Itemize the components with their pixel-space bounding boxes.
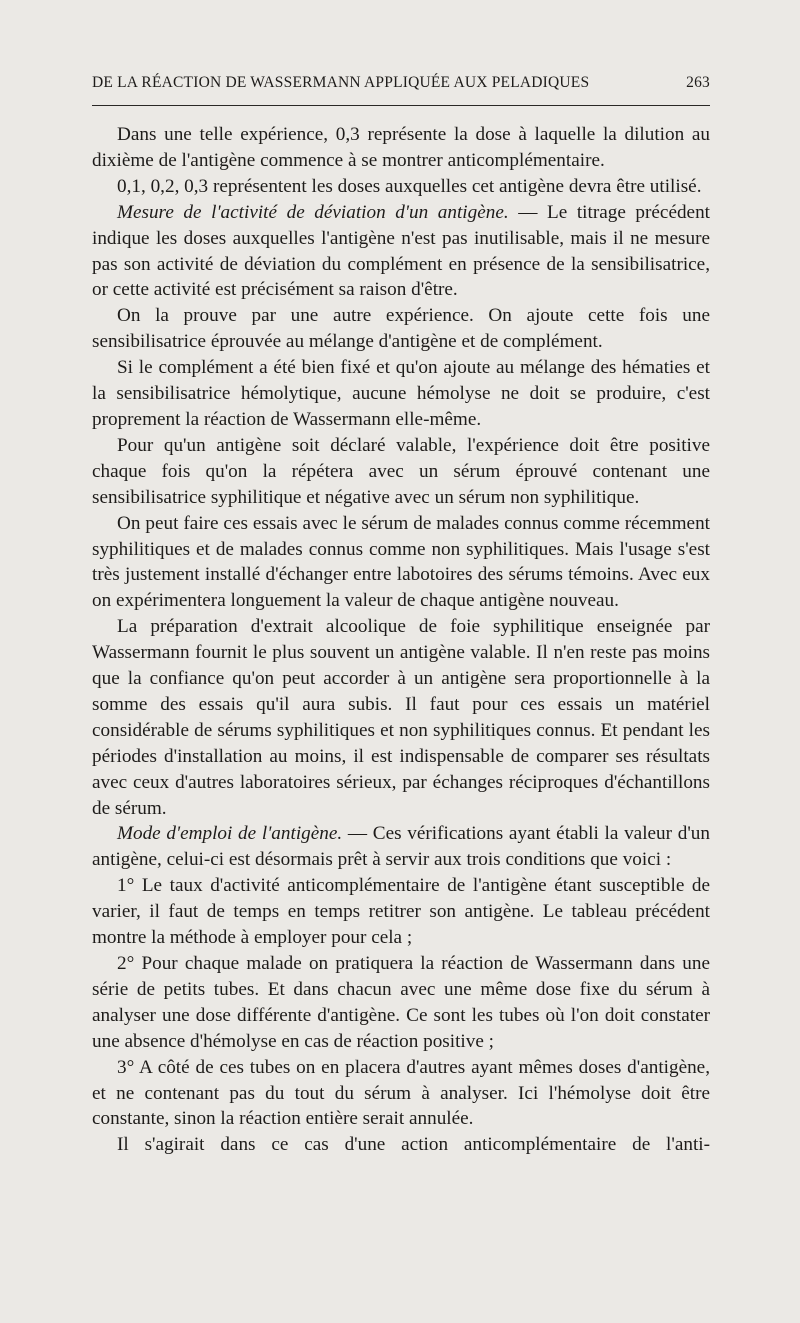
paragraph: On peut faire ces essais avec le sérum de malades connus comme récemment syphilitiques et de malades connus comme non syphilitiques. Mais l'usage s'est très justement installé d'échanger entre labotoires des sérums témoins. Avec eux on expérimentera longuement la valeur de chaque antigène nouveau.: [92, 512, 710, 612]
paragraph: 2° Pour chaque malade on pratiquera la réaction de Wassermann dans une série de petits tubes. Et dans chacun avec une même dose fixe du sérum à analyser une dose différente d'antigène. Ce sont les tubes où l'on doit constater une absence d'hémolyse en cas de réaction positive ;: [92, 953, 710, 1052]
header-rule: [92, 105, 710, 106]
paragraph: Dans une telle expérience, 0,3 représente la dose à laquelle la dilution au dixième de l'antigène commence à se montrer anticomplémentaire.: [92, 124, 710, 171]
paragraph: La préparation d'extrait alcoolique de foie syphilitique enseignée par Wassermann fournit le plus souvent un antigène valable. Il n'en reste pas moins que la confiance qu'on peut accorder à un antigène sera proportionnelle à la somme des essais qu'il aura subis. Il faut pour ces essais un matériel considérable de sérums syphilitiques et non syphilitiques connus. Et pendant les périodes d'installation au moins, il est indispensable de comparer ses résultats avec ceux d'autres laboratoires sérieux, par échanges réciproques d'échantillons de sérum.: [92, 616, 710, 819]
paragraph: Il s'agirait dans ce cas d'une action anticomplémentaire de l'anti-: [117, 1134, 710, 1156]
paragraph: 3° A côté de ces tubes on en placera d'autres ayant mêmes doses d'antigène, et ne contenant pas du tout du sérum à analyser. Ici l'hémolyse doit être constante, sinon la réaction entière serait annulée.: [92, 1056, 710, 1130]
paragraph: On la prouve par une autre expérience. On ajoute cette fois une sensibilisatrice éprouvée au mélange d'antigène et de complément.: [92, 305, 710, 353]
section-heading: Mode d'emploi de l'antigène.: [117, 823, 343, 845]
paragraph: Si le complément a été bien fixé et qu'on ajoute au mélange des hématies et la sensibilisatrice hémolytique, aucune hémolyse ne doit se produire, c'est proprement la réaction de Wassermann elle-même.: [92, 357, 710, 430]
paragraph: 1° Le taux d'activité anticomplémentaire de l'antigène étant susceptible de varier, il faut de temps en temps retitrer son antigène. Le tableau précédent montre la méthode à employer pour cela ;: [92, 875, 710, 949]
running-header: [92, 74, 710, 92]
body-text: [92, 122, 710, 1158]
paragraph: 0,1, 0,2, 0,3 représentent les doses auxquelles cet antigène devra être utilisé.: [117, 175, 702, 197]
paragraph: Mode d'emploi de l'antigène. — Ces vérifications ayant établi la valeur d'un antigène, celui-ci est désormais prêt à servir aux trois conditions que voici :: [92, 823, 710, 871]
paragraph: Pour qu'un antigène soit déclaré valable, l'expérience doit être positive chaque fois qu'on la répétera avec un sérum éprouvé contenant une sensibilisatrice syphilitique et négative avec un sérum non syphilitique.: [92, 434, 710, 508]
running-title: DE LA RÉACTION DE WASSERMANN APPLIQUÉE AUX PELADIQUES: [92, 74, 590, 91]
paragraph: Mesure de l'activité de déviation d'un antigène. — Le titrage précédent indique les doses auxquelles l'antigène n'est pas inutilisable, mais il ne mesure pas son activité de déviation du complément en présence de la sensibilisatrice, or cette activité est précisément sa raison d'être.: [92, 201, 710, 301]
section-heading: Mesure de l'activité de déviation d'un antigène.: [117, 201, 509, 223]
page-number: 263: [686, 74, 710, 91]
